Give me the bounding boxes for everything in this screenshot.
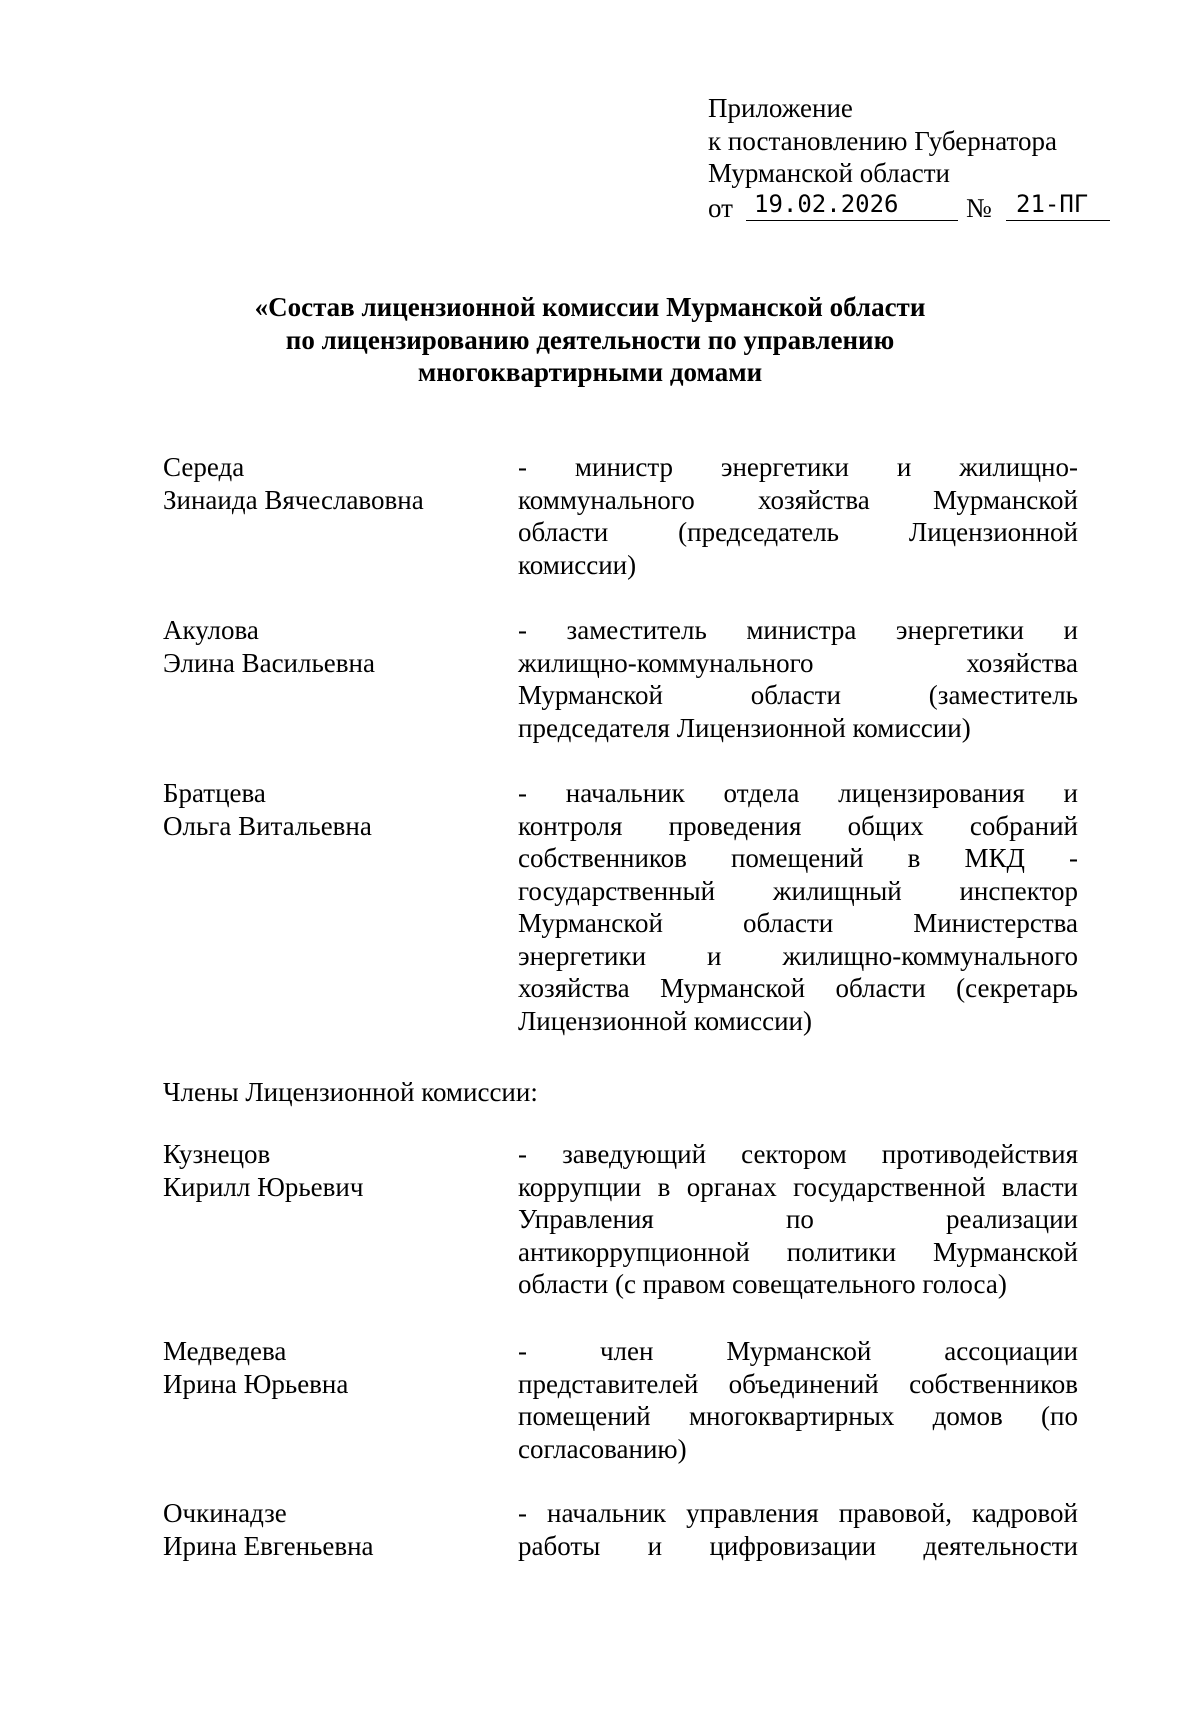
role-line: области (председатель Лицензионной — [518, 517, 1078, 547]
member-name — [163, 777, 503, 842]
role-line: энергетики и жилищно-коммунального — [518, 940, 1078, 971]
member-surname: Середа — [163, 452, 245, 482]
member-surname: Медведева — [163, 1336, 287, 1366]
appendix-date-row — [708, 189, 1089, 224]
member-surname: Братцева — [163, 778, 266, 808]
member-given-name: Кирилл Юрьевич — [163, 1171, 364, 1202]
member-given-name: Ирина Юрьевна — [163, 1368, 349, 1399]
role-line: помещений многоквартирных домов (по — [518, 1401, 1078, 1431]
number-prefix: № — [966, 192, 992, 223]
decree-number: 21-ПГ — [1016, 189, 1089, 218]
member-role — [518, 1497, 1078, 1562]
member-role — [518, 614, 1078, 744]
role-line: - начальник управления правовой, кадровой — [518, 1498, 1078, 1528]
date-prefix: от — [708, 192, 733, 223]
title-line: «Состав лицензионной комиссии Мурманской области — [254, 292, 926, 322]
decree-date: 19.02.2026 — [754, 189, 899, 218]
role-line: государственный жилищный инспектор — [518, 875, 1078, 906]
title-line: многоквартирными домами — [417, 357, 763, 387]
role-line: хозяйства Мурманской области (секретарь — [518, 973, 1078, 1003]
role-line: представителей объединений собственников — [518, 1368, 1078, 1399]
role-line: - начальник отдела лицензирования и — [518, 778, 1078, 808]
role-line: - заместитель министра энергетики и — [518, 615, 1078, 645]
role-line: области (с правом совещательного голоса) — [518, 1269, 1007, 1299]
role-line: жилищно-коммунального хозяйства — [518, 647, 1078, 678]
member-role — [518, 451, 1078, 581]
role-line: Управления по реализации — [518, 1204, 1078, 1234]
member-role — [518, 1138, 1078, 1301]
appendix-region: Мурманской области — [708, 158, 950, 188]
document-title — [140, 291, 1040, 389]
members-section-label: Члены Лицензионной комиссии: — [163, 1077, 538, 1107]
member-name — [163, 451, 503, 516]
role-line: - министр энергетики и жилищно- — [518, 452, 1078, 482]
member-role — [518, 777, 1078, 1037]
member-given-name: Ольга Витальевна — [163, 810, 372, 841]
role-line: Мурманской области (заместитель — [518, 680, 1078, 710]
role-line: контроля проведения общих собраний — [518, 810, 1078, 841]
role-line: Лицензионной комиссии) — [518, 1005, 812, 1036]
role-line: антикоррупционной политики Мурманской — [518, 1236, 1078, 1267]
member-surname: Кузнецов — [163, 1139, 271, 1169]
member-given-name: Зинаида Вячеславовна — [163, 484, 424, 515]
member-name — [163, 1138, 503, 1203]
role-line: согласованию) — [518, 1433, 687, 1464]
member-name — [163, 614, 503, 679]
role-line: - заведующий сектором противодействия — [518, 1139, 1078, 1169]
date-field — [746, 190, 958, 221]
member-surname: Очкинадзе — [163, 1498, 287, 1528]
number-field — [1006, 190, 1110, 221]
member-name — [163, 1497, 503, 1562]
member-role — [518, 1335, 1078, 1465]
role-line: работы и цифровизации деятельности — [518, 1530, 1078, 1561]
role-line: коммунального хозяйства Мурманской — [518, 484, 1078, 515]
member-given-name: Ирина Евгеньевна — [163, 1530, 374, 1561]
member-given-name: Элина Васильевна — [163, 647, 375, 678]
appendix-reference: к постановлению Губернатора — [708, 125, 1057, 156]
member-surname: Акулова — [163, 615, 259, 645]
member-name — [163, 1335, 503, 1400]
title-line: по лицензированию деятельности по управлению — [285, 324, 895, 355]
appendix-title: Приложение — [708, 93, 853, 123]
role-line: комиссии) — [518, 549, 637, 580]
role-line: - член Мурманской ассоциации — [518, 1336, 1078, 1366]
role-line: Мурманской области Министерства — [518, 908, 1078, 938]
appendix-header — [708, 92, 1089, 224]
role-line: собственников помещений в МКД - — [518, 843, 1078, 873]
role-line: коррупции в органах государственной власти — [518, 1171, 1078, 1202]
role-line: председателя Лицензионной комиссии) — [518, 712, 971, 743]
